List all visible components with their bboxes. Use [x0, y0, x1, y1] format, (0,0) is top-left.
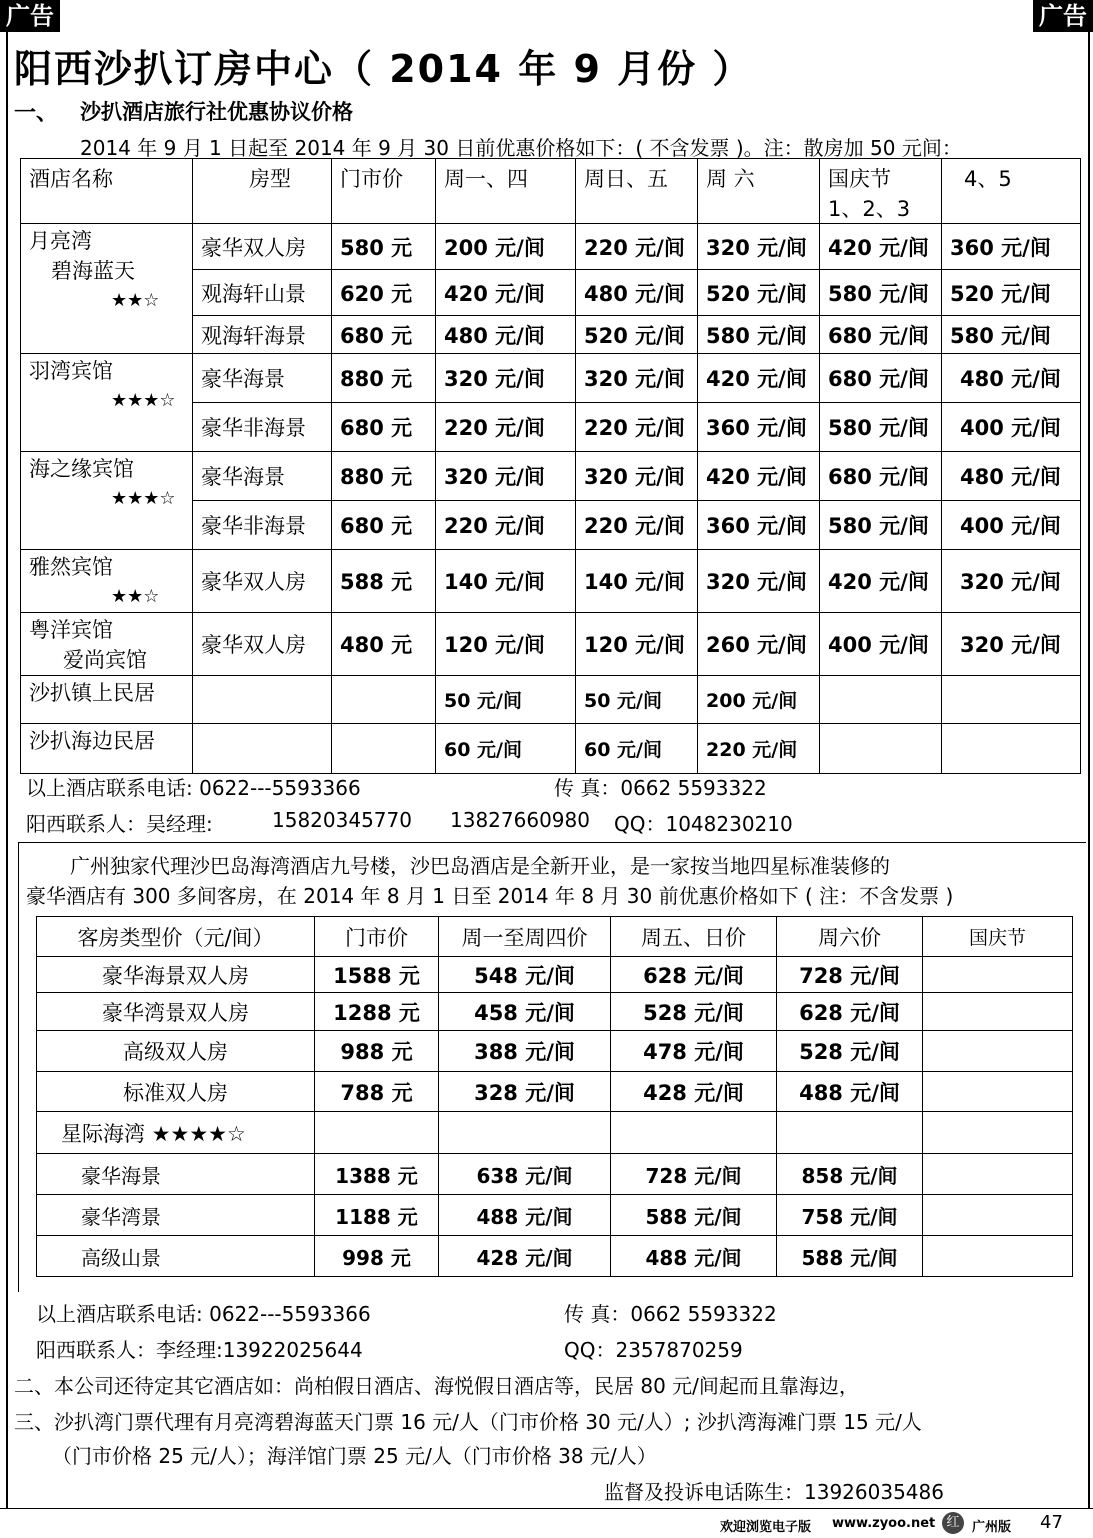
contact1-mobile2: 13827660980: [450, 808, 590, 832]
price-cell: 488 元/间: [439, 1195, 611, 1236]
page-title: 阳西沙扒订房中心（ 2014 年 9 月份 ）: [14, 47, 753, 91]
hotel-name-line: 海之缘宾馆: [29, 457, 134, 481]
contact1-qq: QQ：1048230210: [614, 812, 793, 836]
price-cell: [923, 1154, 1073, 1195]
price-cell: 360 元/间: [698, 501, 820, 550]
empty-cell: [777, 1112, 923, 1154]
price-cell: 520 元/间: [576, 316, 698, 354]
sub-hotel-name: 星际海湾 ★★★★☆: [37, 1112, 315, 1154]
price-cell: 260 元/间: [698, 613, 820, 676]
price-cell: 478 元/间: [611, 1031, 777, 1072]
table1-header-cell: [21, 159, 193, 224]
price-cell: 320 元/间: [576, 354, 698, 403]
price-cell: 480 元/间: [576, 270, 698, 316]
table1-header-label: 酒店名称: [29, 167, 113, 191]
price-cell: 420 元/间: [698, 354, 820, 403]
table2-sub-row: [37, 1195, 1073, 1236]
table2-header-row: [37, 917, 1073, 957]
price-cell: [820, 724, 942, 774]
price-cell: 140 元/间: [576, 550, 698, 613]
footer-welcome: 欢迎浏览电子版: [720, 1520, 812, 1535]
table1-header-label: 周 六: [706, 167, 755, 191]
room-type-cell: 豪华非海景: [193, 501, 332, 550]
price-cell: 360 元/间: [698, 403, 820, 452]
price-cell: [923, 993, 1073, 1031]
room-type-cell: [193, 676, 332, 724]
sabadao-price-table: [36, 916, 1073, 1277]
price-cell: 140 元/间: [436, 550, 576, 613]
price-cell: [923, 1072, 1073, 1112]
room-type-cell: 豪华海景: [193, 452, 332, 501]
price-cell: 680 元: [332, 316, 436, 354]
hotel-name-cell: [21, 354, 193, 452]
section1-note: 2014 年 9 月 1 日起至 2014 年 9 月 30 日前优惠价格如下：( 不含发票 )。注：散房加 50 元间：: [80, 136, 962, 160]
table1-header-cell: [193, 159, 332, 224]
footer: [0, 1508, 1093, 1538]
price-cell: 520 元/间: [698, 270, 820, 316]
price-cell: 320 元/间: [942, 550, 1081, 613]
price-cell: 488 元/间: [777, 1072, 923, 1112]
hotel-name-cell: [21, 224, 193, 354]
contact1-fax: 传 真：0662 5593322: [554, 776, 767, 800]
price-cell: 588 元/间: [777, 1236, 923, 1277]
price-cell: 320 元/间: [436, 354, 576, 403]
supervise-phone: 监督及投诉电话陈生：13926035486: [604, 1480, 944, 1504]
price-cell: 220 元/间: [698, 724, 820, 774]
price-cell: 120 元/间: [576, 613, 698, 676]
section2-intro2: 豪华酒店有 300 多间客房，在 2014 年 8 月 1 日至 2014 年 8 月 30 前优惠价格如下 ( 注：不含发票 ): [26, 884, 954, 908]
table1-header-label: 国庆节: [828, 167, 891, 191]
empty-cell: [315, 1112, 439, 1154]
price-cell: [332, 676, 436, 724]
price-cell: 680 元/间: [820, 452, 942, 501]
note-3a: 三、沙扒湾门票代理有月亮湾碧海蓝天门票 16 元/人（门市价格 30 元/人）; 沙扒湾海滩门票 15 元/人: [14, 1410, 922, 1434]
price-cell: [942, 676, 1081, 724]
table2-header-cell: 门市价: [315, 917, 439, 957]
price-cell: 620 元: [332, 270, 436, 316]
price-cell: 120 元/间: [436, 613, 576, 676]
table1-header-cell: [820, 159, 942, 224]
price-cell: 588 元: [332, 550, 436, 613]
price-cell: 680 元/间: [820, 354, 942, 403]
hotel-name-line: 粤洋宾馆: [29, 618, 113, 642]
price-cell: 400 元/间: [942, 403, 1081, 452]
price-cell: 680 元/间: [820, 316, 942, 354]
room-type-cell: 标准双人房: [37, 1072, 315, 1112]
price-cell: 858 元/间: [777, 1154, 923, 1195]
price-cell: 638 元/间: [439, 1154, 611, 1195]
empty-cell: [439, 1112, 611, 1154]
table2-sub-row: [37, 1236, 1073, 1277]
hotel-name-cell: [21, 724, 193, 774]
price-cell: [923, 957, 1073, 993]
price-cell: 488 元/间: [611, 1236, 777, 1277]
table1-row: [21, 676, 1081, 724]
table2-row: [37, 993, 1073, 1031]
empty-cell: [611, 1112, 777, 1154]
table2-header-cell: 国庆节: [923, 917, 1073, 957]
room-type-cell: 豪华海景双人房: [37, 957, 315, 993]
room-type-cell: 观海轩海景: [193, 316, 332, 354]
table2-sub-row: [37, 1154, 1073, 1195]
price-cell: 1588 元: [315, 957, 439, 993]
price-cell: 680 元: [332, 403, 436, 452]
price-cell: 548 元/间: [439, 957, 611, 993]
room-type-cell: 豪华双人房: [193, 613, 332, 676]
hotel-name-line: ★★★☆: [111, 488, 176, 509]
hotel-name-cell: [21, 452, 193, 550]
price-cell: 60 元/间: [576, 724, 698, 774]
hotel-price-table: [20, 158, 1081, 774]
price-cell: 220 元/间: [576, 501, 698, 550]
price-cell: 998 元: [315, 1236, 439, 1277]
price-cell: [923, 1195, 1073, 1236]
room-type-cell: 豪华湾景: [37, 1195, 315, 1236]
room-type-cell: 豪华双人房: [193, 550, 332, 613]
price-cell: 220 元/间: [576, 224, 698, 270]
price-cell: 580 元/间: [820, 270, 942, 316]
hotel-name-cell: [21, 613, 193, 676]
price-cell: 480 元/间: [436, 316, 576, 354]
price-cell: 580 元/间: [698, 316, 820, 354]
price-cell: 400 元/间: [820, 613, 942, 676]
footer-url: www.zyoo.net: [832, 1516, 936, 1531]
price-cell: 320 元/间: [942, 613, 1081, 676]
section1-num: 一、: [14, 101, 59, 126]
price-cell: [923, 1236, 1073, 1277]
price-cell: 520 元/间: [942, 270, 1081, 316]
table2-row: [37, 957, 1073, 993]
ad-tag-right: 广告: [1033, 0, 1093, 32]
price-cell: 320 元/间: [436, 452, 576, 501]
price-cell: 480 元/间: [942, 354, 1081, 403]
site-logo-icon: 红: [942, 1512, 964, 1534]
price-cell: 580 元: [332, 224, 436, 270]
table2-row: [37, 1031, 1073, 1072]
table1-header-label: 周一、四: [444, 167, 528, 191]
price-cell: 420 元/间: [820, 224, 942, 270]
price-cell: 788 元: [315, 1072, 439, 1112]
room-type-cell: 豪华海景: [37, 1154, 315, 1195]
price-cell: 728 元/间: [611, 1154, 777, 1195]
price-cell: 580 元/间: [820, 501, 942, 550]
price-cell: [923, 1031, 1073, 1072]
table1-header-label: 门市价: [340, 167, 403, 191]
price-cell: 400 元/间: [942, 501, 1081, 550]
footer-page-number: 47: [1040, 1512, 1063, 1533]
hotel-name-cell: [21, 676, 193, 724]
price-cell: 480 元/间: [942, 452, 1081, 501]
contact2-fax: 传 真：0662 5593322: [564, 1302, 777, 1326]
room-type-cell: 观海轩山景: [193, 270, 332, 316]
table1-row: [21, 613, 1081, 676]
price-cell: 328 元/间: [439, 1072, 611, 1112]
price-cell: 420 元/间: [820, 550, 942, 613]
price-cell: 1288 元: [315, 993, 439, 1031]
table1-header-cell: [436, 159, 576, 224]
price-cell: 628 元/间: [777, 993, 923, 1031]
hotel-name-line: 爱尚宾馆: [63, 648, 147, 672]
price-cell: 880 元: [332, 354, 436, 403]
section2-intro1: 广州独家代理沙巴岛海湾酒店九号楼，沙巴岛酒店是全新开业，是一家按当地四星标准装修的: [70, 854, 890, 878]
ad-tag-left: 广告: [0, 0, 60, 32]
hotel-name-line: 沙扒镇上民居: [29, 681, 155, 705]
table1-row: [21, 224, 1081, 270]
contact2-person: 阳西联系人：李经理:13922025644: [36, 1338, 363, 1362]
price-cell: 388 元/间: [439, 1031, 611, 1072]
table1-row: [21, 550, 1081, 613]
price-cell: 588 元/间: [611, 1195, 777, 1236]
price-cell: 428 元/间: [611, 1072, 777, 1112]
price-cell: 420 元/间: [698, 452, 820, 501]
price-cell: 758 元/间: [777, 1195, 923, 1236]
hotel-name-line: 碧海蓝天: [51, 259, 135, 283]
footer-rule: [0, 1508, 1093, 1509]
price-cell: 580 元/间: [820, 403, 942, 452]
price-cell: 528 元/间: [611, 993, 777, 1031]
table1-header-cell: [698, 159, 820, 224]
price-cell: 480 元: [332, 613, 436, 676]
price-cell: 50 元/间: [576, 676, 698, 724]
price-cell: 728 元/间: [777, 957, 923, 993]
table1-header-label: 房型: [249, 167, 291, 191]
hotel-name-line: 月亮湾: [29, 229, 92, 253]
footer-edition: 广州版: [972, 1520, 1012, 1535]
contact2-phone: 以上酒店联系电话: 0622---5593366: [36, 1302, 371, 1326]
table2-header-cell: 周一至周四价: [439, 917, 611, 957]
table1-header-cell: [576, 159, 698, 224]
price-cell: 320 元/间: [576, 452, 698, 501]
price-cell: [820, 676, 942, 724]
price-cell: 1188 元: [315, 1195, 439, 1236]
price-cell: 200 元/间: [436, 224, 576, 270]
price-cell: [942, 724, 1081, 774]
price-cell: 50 元/间: [436, 676, 576, 724]
price-cell: 628 元/间: [611, 957, 777, 993]
table2-header-cell: 客房类型价（元/间）: [37, 917, 315, 957]
table1-header-cell: [332, 159, 436, 224]
room-type-cell: 豪华海景: [193, 354, 332, 403]
section1-heading: 沙扒酒店旅行社优惠协议价格: [80, 100, 353, 124]
price-cell: 60 元/间: [436, 724, 576, 774]
table2-subhotel-row: [37, 1112, 1073, 1154]
note-2: 二、本公司还待定其它酒店如：尚柏假日酒店、海悦假日酒店等，民居 80 元/间起而且靠海边，: [14, 1374, 859, 1398]
contact1-mobile1: 15820345770: [272, 808, 412, 832]
price-cell: 220 元/间: [436, 501, 576, 550]
price-cell: 220 元/间: [576, 403, 698, 452]
price-cell: 220 元/间: [436, 403, 576, 452]
hotel-name-cell: [21, 550, 193, 613]
price-cell: 880 元: [332, 452, 436, 501]
price-cell: 458 元/间: [439, 993, 611, 1031]
hotel-name-line: 沙扒海边民居: [29, 729, 155, 753]
table1-row: [21, 452, 1081, 501]
price-cell: 320 元/间: [698, 224, 820, 270]
price-cell: 988 元: [315, 1031, 439, 1072]
price-cell: 200 元/间: [698, 676, 820, 724]
hotel-name-line: 羽湾宾馆: [29, 359, 113, 383]
price-cell: 360 元/间: [942, 224, 1081, 270]
hotel-name-line: 雅然宾馆: [29, 555, 113, 579]
price-cell: 680 元: [332, 501, 436, 550]
hotel-name-line: ★★★☆: [111, 390, 176, 411]
room-type-cell: 高级双人房: [37, 1031, 315, 1072]
table1-row: [21, 354, 1081, 403]
price-cell: 528 元/间: [777, 1031, 923, 1072]
table1-holiday-sub: 1、2、3: [828, 197, 911, 221]
room-type-cell: 豪华湾景双人房: [37, 993, 315, 1031]
contact1-phone: 以上酒店联系电话: 0622---5593366: [26, 776, 361, 800]
table1-row: [21, 724, 1081, 774]
price-cell: 428 元/间: [439, 1236, 611, 1277]
contact2-qq: QQ：2357870259: [564, 1338, 743, 1362]
table1-header-label: 周日、五: [584, 167, 668, 191]
price-cell: 320 元/间: [698, 550, 820, 613]
note-3b: （门市价格 25 元/人）；海洋馆门票 25 元/人（门市价格 38 元/人）: [52, 1444, 657, 1468]
room-type-cell: [193, 724, 332, 774]
table1-header-label: 4、5: [964, 167, 1012, 191]
table2-row: [37, 1072, 1073, 1112]
table1-header-row: [21, 159, 1081, 224]
contact1-person: 阳西联系人：吴经理:: [26, 812, 213, 836]
hotel-name-line: ★★☆: [111, 586, 160, 607]
table2-header-cell: 周六价: [777, 917, 923, 957]
price-cell: 420 元/间: [436, 270, 576, 316]
empty-cell: [923, 1112, 1073, 1154]
hotel-name-line: ★★☆: [111, 290, 160, 311]
price-cell: [332, 724, 436, 774]
room-type-cell: 豪华非海景: [193, 403, 332, 452]
table2-header-cell: 周五、日价: [611, 917, 777, 957]
room-type-cell: 高级山景: [37, 1236, 315, 1277]
room-type-cell: 豪华双人房: [193, 224, 332, 270]
price-cell: 580 元/间: [942, 316, 1081, 354]
table1-header-cell: [942, 159, 1081, 224]
price-cell: 1388 元: [315, 1154, 439, 1195]
